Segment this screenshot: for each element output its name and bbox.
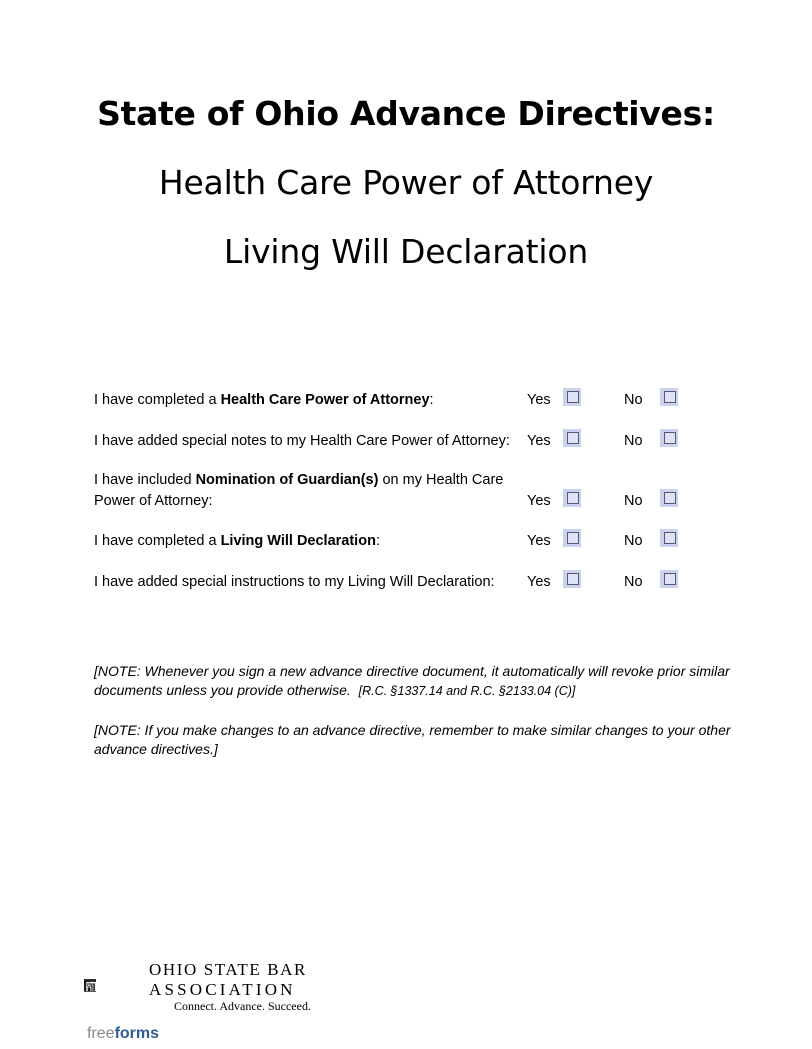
no-label: No: [624, 533, 643, 549]
note-revocation: [NOTE: Whenever you sign a new advance directive document, it automatically will revoke prior similar documents unless you provide otherwise. [R.C. §1337.14 and R.C. §2133.04 (C)]: [94, 663, 730, 698]
no-label: No: [624, 493, 643, 509]
page-title: State of Ohio Advance Directives:: [97, 94, 715, 133]
yes-checkbox[interactable]: [563, 429, 581, 447]
ohio-state-bar-logo-icon: [84, 956, 144, 1016]
question-label: I have completed a Health Care Power of Attorney:: [94, 392, 434, 408]
yes-checkbox[interactable]: [563, 388, 581, 406]
logo-text-line1: OHIO STATE BAR: [149, 960, 307, 979]
no-checkbox[interactable]: [660, 489, 678, 507]
note-changes: [NOTE: If you make changes to an advance directive, remember to make similar changes to your other advance directives.]: [94, 722, 731, 757]
yes-label: Yes: [527, 493, 551, 509]
no-checkbox[interactable]: [660, 529, 678, 547]
logo-text-line2: ASSOCIATION: [149, 980, 296, 999]
question-label: I have added special notes to my Health Care Power of Attorney:: [94, 433, 510, 449]
yes-checkbox[interactable]: [563, 570, 581, 588]
no-label: No: [624, 433, 643, 449]
yes-checkbox[interactable]: [563, 529, 581, 547]
yes-label: Yes: [527, 574, 551, 590]
no-label: No: [624, 392, 643, 408]
no-checkbox[interactable]: [660, 429, 678, 447]
no-checkbox[interactable]: [660, 570, 678, 588]
logo-tagline: Connect. Advance. Succeed.: [174, 999, 311, 1013]
question-label: I have added special instructions to my Living Will Declaration:: [94, 574, 495, 590]
yes-label: Yes: [527, 392, 551, 408]
question-label: I have included Nomination of Guardian(s) on my Health Care Power of Attorney:: [94, 472, 504, 509]
question-label: I have completed a Living Will Declaration:: [94, 533, 380, 549]
yes-label: Yes: [527, 533, 551, 549]
yes-label: Yes: [527, 433, 551, 449]
page-subtitle-living-will: Living Will Declaration: [223, 232, 589, 271]
freeforms-brand: freeforms: [87, 1025, 160, 1042]
no-checkbox[interactable]: [660, 388, 678, 406]
page-subtitle-hcpoa: Health Care Power of Attorney: [158, 163, 654, 202]
no-label: No: [624, 574, 643, 590]
yes-checkbox[interactable]: [563, 489, 581, 507]
